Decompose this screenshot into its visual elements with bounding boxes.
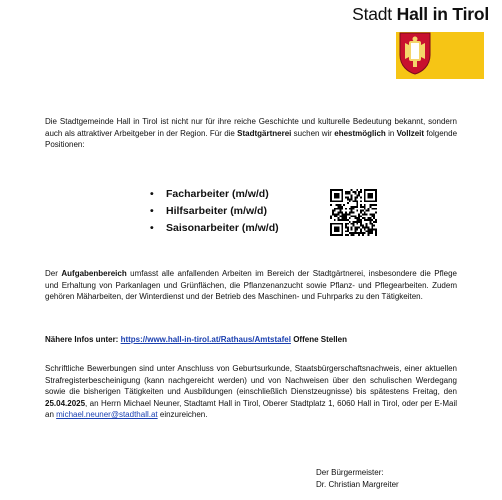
intro-bold-2: ehestmöglich [334, 128, 386, 138]
info-label: Nähere Infos unter: [45, 335, 121, 344]
signature-block [316, 467, 399, 490]
intro-bold-1: Stadtgärtnerei [237, 128, 292, 138]
brand-light: Stadt [352, 4, 397, 24]
email-link[interactable]: michael.neuner@stadthall.at [56, 410, 158, 419]
duties-text-2: umfasst alle anfallenden Arbeiten im Bereich der Stadtgärtnerei, insbesondere die Pflege und Erhaltung von Parkanlagen und Grünflächen, die Pflanzenanzucht sowie Pflanz- und Pflegearbeiten. Zudem gehören Mäharbeiten, der Winterdienst und der Betrieb des Maschinen- und Fuhrparks zu den Tätigkeiten. [45, 269, 457, 301]
duties-bold: Aufgabenbereich [61, 269, 127, 278]
application-text-2: , an Herrn Michael Neuner, Stadtamt Hall in Tirol, Oberer Stadtplatz 1, 6060 Hall in Tirol, oder per E-Mail an [45, 398, 457, 419]
info-link[interactable]: https://www.hall-in-tirol.at/Rathaus/Amtstafel [120, 335, 291, 344]
signature-name: Dr. Christian Margreiter [316, 479, 399, 489]
bullet-icon: • [150, 188, 154, 200]
duties-paragraph [45, 268, 457, 303]
application-paragraph [45, 363, 457, 421]
application-text-1: Schriftliche Bewerbungen sind unter Anschluss von Geburtsurkunde, Staatsbürgerschaftsnachweis, einer aktuellen Strafregisterbescheinigung (kann nachgereicht werden) und von Nachweisen über den schulischen Werdegang sowie die bisherigen Tätigkeiten und Ausbildungen (einschließlich Dienstzeugnisse) bis spätestens Freitag, den [45, 364, 457, 396]
brand-bold: Hall in Tirol [396, 4, 489, 24]
list-item [150, 186, 279, 203]
bullet-icon: • [150, 222, 154, 234]
intro-text-1: Die Stadtgemeinde Hall in Tirol ist nicht nur für ihre reiche Geschichte und kulturelle Bedeutung bekannt, sondern auch als attraktiver Arbeitgeber in der Region. Für die [45, 117, 457, 138]
list-item [150, 220, 279, 237]
intro-paragraph [45, 116, 457, 151]
intro-text-3: in [385, 128, 397, 138]
info-suffix: Offene Stellen [290, 335, 347, 344]
intro-text-2: suchen wir [291, 128, 335, 138]
signature-title: Der Bürgermeister: [316, 468, 384, 477]
position-label: Facharbeiter (m/w/d) [166, 188, 269, 200]
position-label: Hilfsarbeiter (m/w/d) [166, 205, 267, 217]
deadline-date: 25.04.2025 [45, 398, 86, 408]
bullet-icon: • [150, 205, 154, 217]
qr-code-icon[interactable] [330, 189, 377, 236]
duties-text-1: Der [45, 269, 62, 278]
application-text-3: einzureichen. [157, 410, 208, 419]
intro-bold-3: Vollzeit [396, 128, 425, 138]
positions-list [150, 186, 279, 237]
coat-of-arms-icon [398, 31, 432, 75]
position-label: Saisonarbeiter (m/w/d) [166, 222, 279, 234]
info-line [45, 334, 457, 346]
list-item [150, 203, 279, 220]
brand-wordmark [352, 4, 489, 25]
intro-text-4: folgende Positionen: [45, 128, 458, 149]
header [343, 4, 493, 80]
